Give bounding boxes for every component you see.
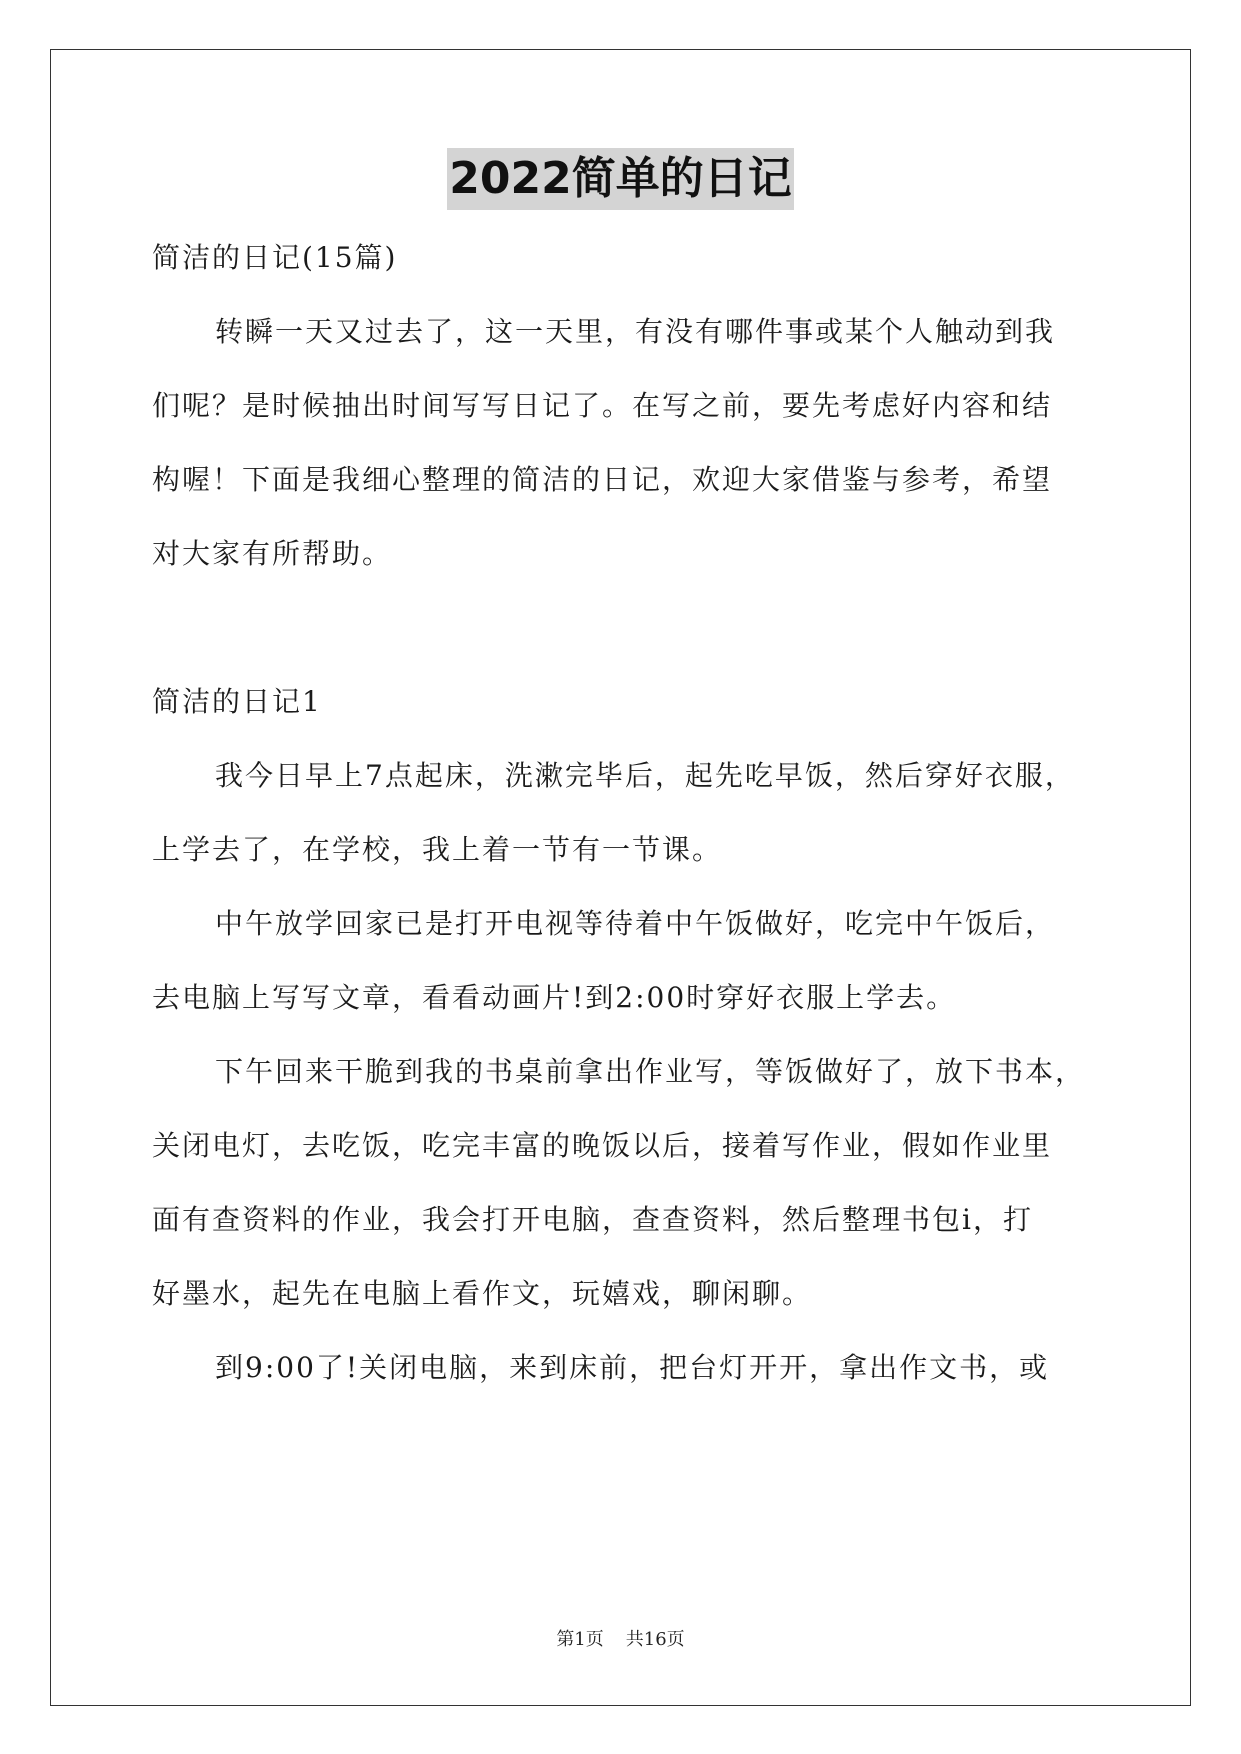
page-border <box>50 49 1191 1706</box>
paragraph-line: 好墨水，起先在电脑上看作文，玩嬉戏，聊闲聊。 <box>152 1277 813 1310</box>
page-total: 共16页 <box>625 1629 685 1650</box>
paragraph-line: 去电脑上写写文章，看看动画片!到2:00时穿好衣服上学去。 <box>152 981 957 1014</box>
paragraph-line: 我今日早上7点起床，洗漱完毕后，起先吃早饭，然后穿好衣服， <box>215 759 1075 792</box>
paragraph-line: 面有查资料的作业，我会打开电脑，查查资料，然后整理书包i，打 <box>152 1203 1033 1236</box>
paragraph-line: 关闭电灯，去吃饭，吃完丰富的晚饭以后，接着写作业，假如作业里 <box>152 1129 1053 1162</box>
paragraph-line: 到9:00了!关闭电脑，来到床前，把台灯开开，拿出作文书，或 <box>215 1351 1050 1384</box>
paragraph-line: 下午回来干脆到我的书桌前拿出作业写，等饭做好了，放下书本， <box>215 1055 1086 1088</box>
paragraph-line: 上学去了，在学校，我上着一节有一节课。 <box>152 833 723 866</box>
page-footer <box>0 1628 1241 1652</box>
paragraph-line: 构喔！下面是我细心整理的简洁的日记，欢迎大家借鉴与参考，希望 <box>152 463 1053 496</box>
paragraph-line: 中午放学回家已是打开电视等待着中午饭做好，吃完中午饭后， <box>215 907 1056 940</box>
paragraph-line: 对大家有所帮助。 <box>152 537 393 570</box>
title-container <box>0 148 1241 210</box>
subtitle-line: 简洁的日记(15篇) <box>152 241 398 274</box>
section-heading: 简洁的日记1 <box>152 685 322 718</box>
document-title: 2022简单的日记 <box>447 148 793 210</box>
page-number: 第1页 <box>556 1629 604 1650</box>
paragraph-line: 们呢？是时候抽出时间写写日记了。在写之前，要先考虑好内容和结 <box>152 389 1053 422</box>
paragraph-line: 转瞬一天又过去了，这一天里，有没有哪件事或某个人触动到我 <box>215 315 1056 348</box>
